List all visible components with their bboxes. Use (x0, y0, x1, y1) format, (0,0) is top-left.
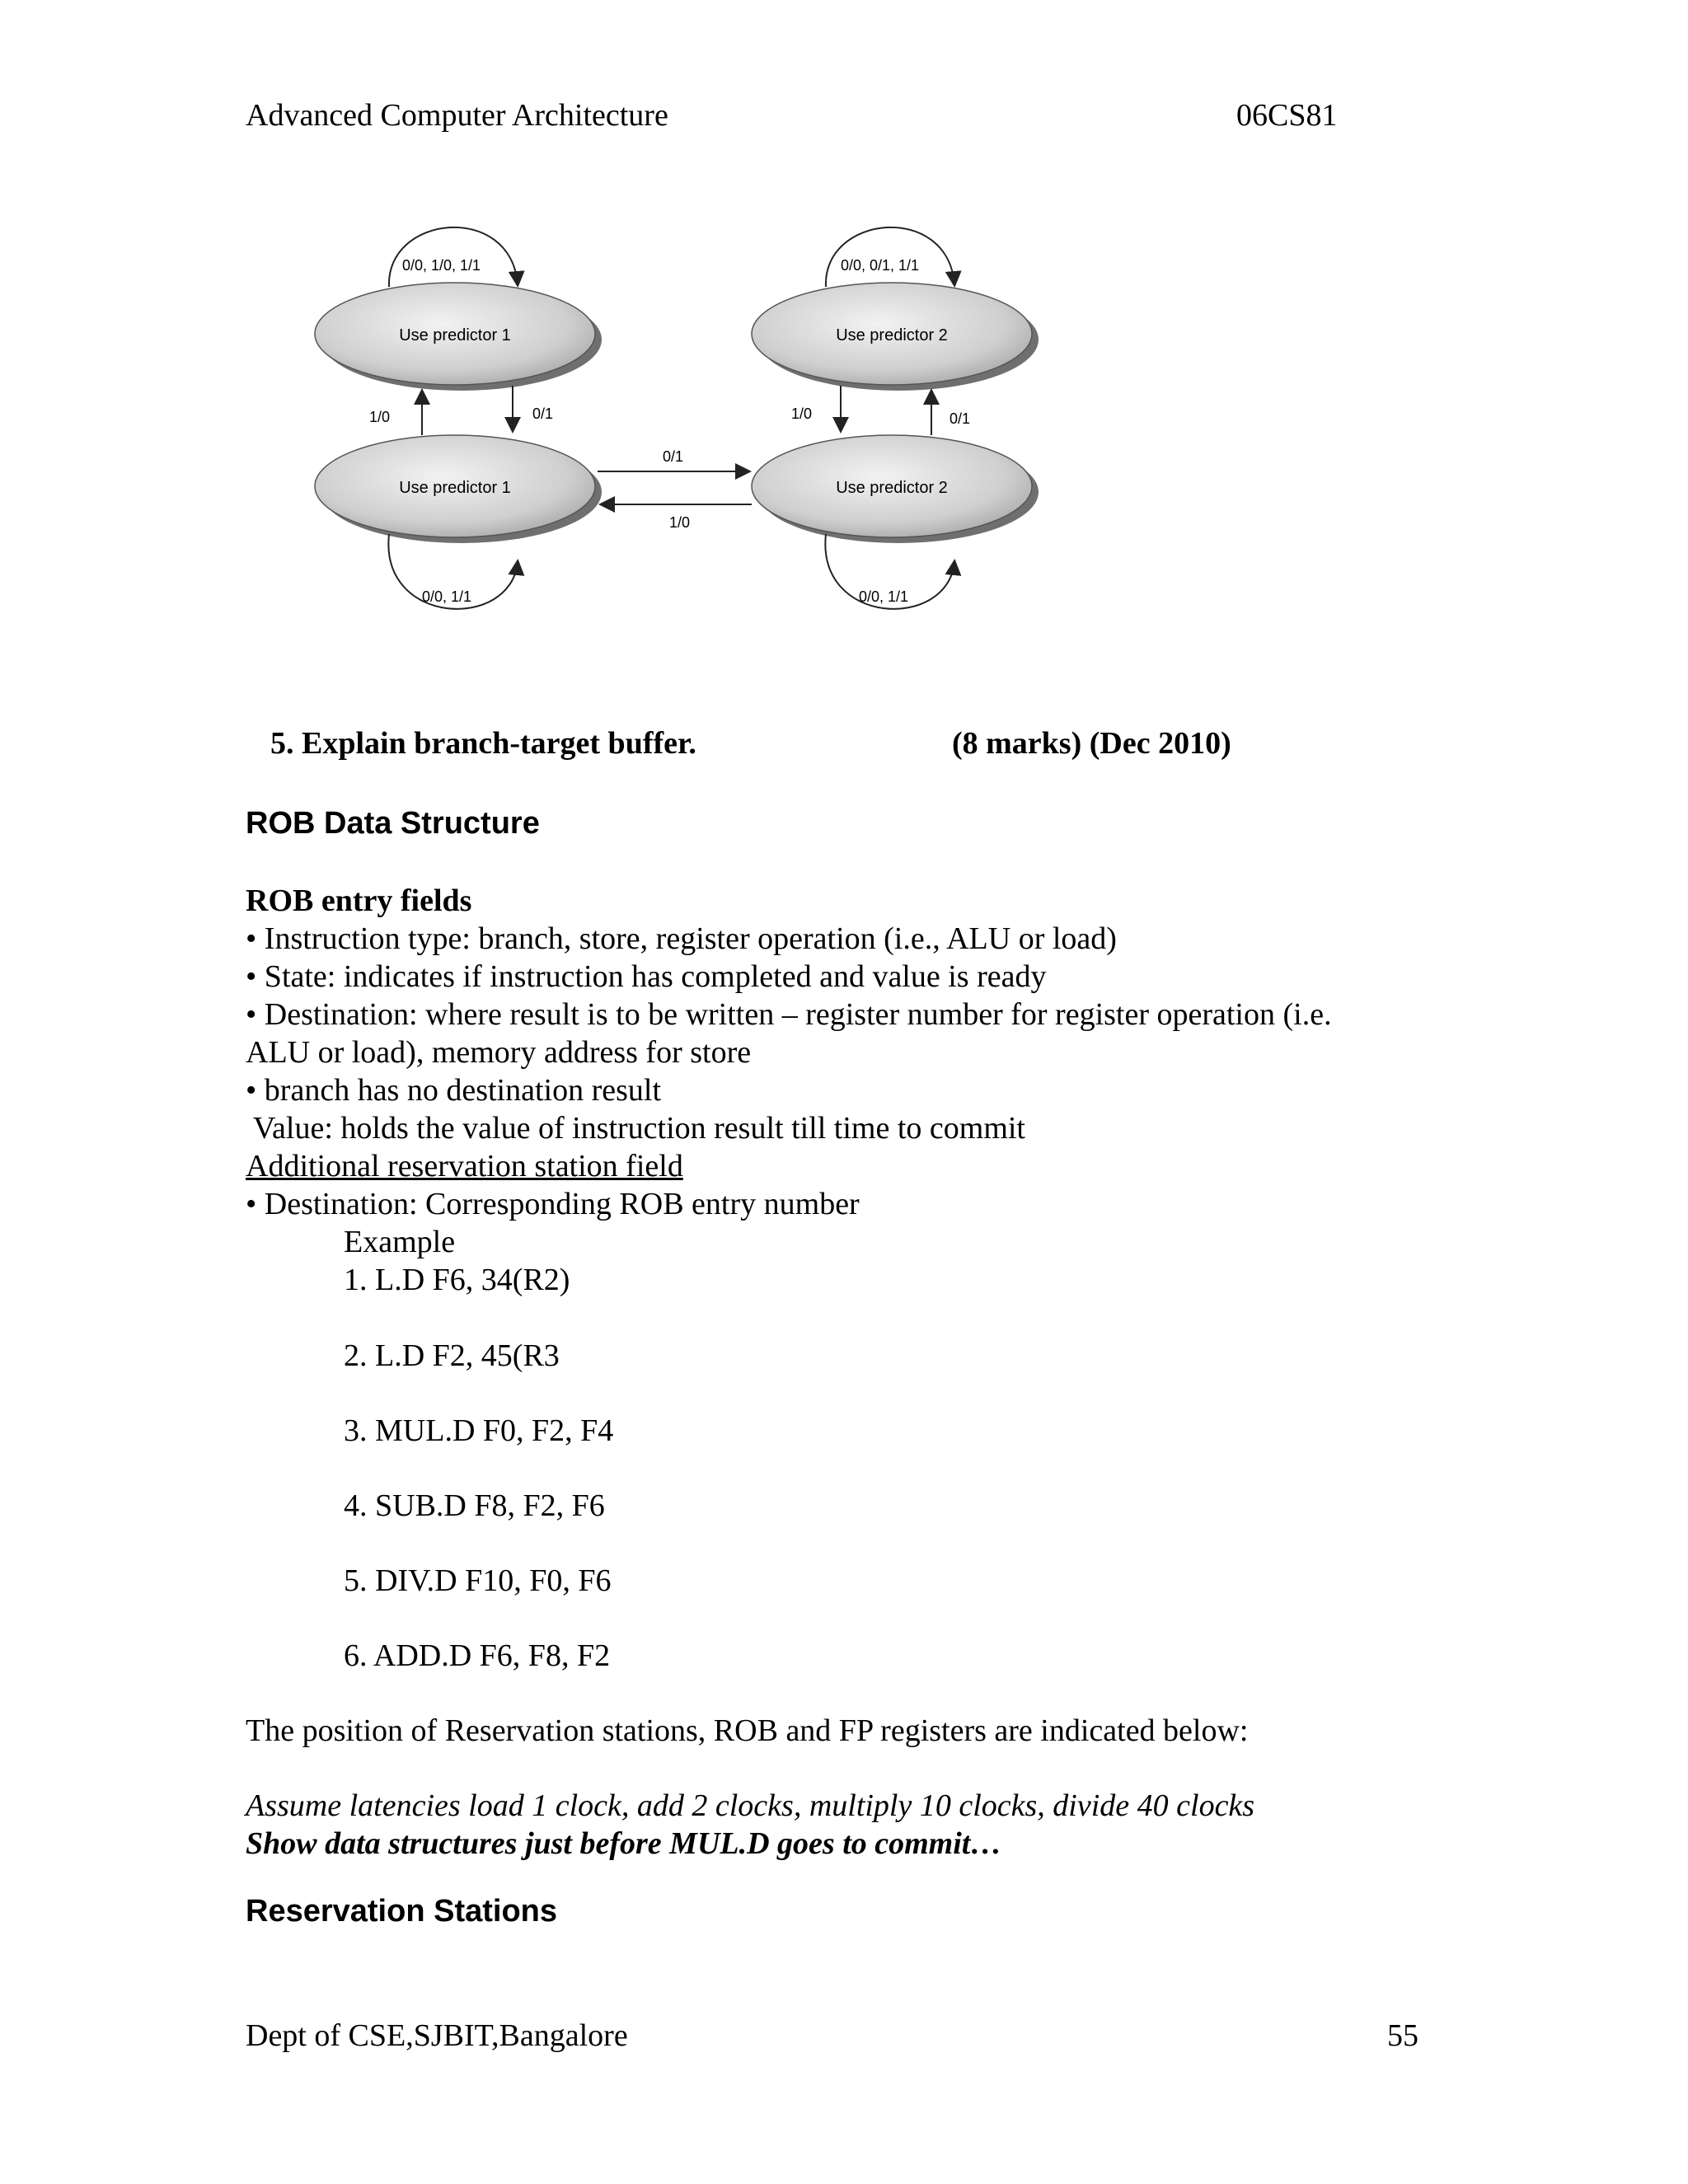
example-instruction: 5. DIV.D F10, F0, F6 (344, 1563, 612, 1598)
header-course-code: 06CS81 (1236, 98, 1338, 133)
predictor-state-diagram (297, 206, 1039, 635)
example-instruction: 6. ADD.D F6, F8, F2 (344, 1638, 611, 1673)
state-bottom-left-label: Use predictor 1 (399, 479, 511, 497)
label-middle-left: 1/0 (669, 514, 691, 531)
page-number: 55 (1387, 2018, 1418, 2053)
show-data-structures-text: Show data structures just before MUL.D goes to commit… (246, 1826, 1002, 1861)
destination-field-line: • Destination: Corresponding ROB entry number (246, 1187, 860, 1221)
rob-field-line: • Instruction type: branch, store, register operation (i.e., ALU or load) (246, 921, 1117, 956)
header-title: Advanced Computer Architecture (246, 98, 668, 133)
section-title-rob: ROB Data Structure (246, 806, 540, 841)
rob-field-line: Value: holds the value of instruction result till time to commit (246, 1111, 1025, 1146)
example-label: Example (344, 1225, 456, 1259)
section-title-reservation-stations: Reservation Stations (246, 1894, 557, 1929)
label-right-down: 1/0 (791, 405, 813, 422)
rob-field-line: • branch has no destination result (246, 1073, 662, 1108)
loop-bottom-left-label: 0/0, 1/1 (422, 588, 472, 605)
rob-field-line: • State: indicates if instruction has completed and value is ready (246, 959, 1047, 994)
loop-bottom-right-label: 0/0, 1/1 (859, 588, 909, 605)
rob-field-line: ALU or load), memory address for store (246, 1035, 752, 1070)
example-instruction: 4. SUB.D F8, F2, F6 (344, 1488, 605, 1523)
loop-top-right-label: 0/0, 0/1, 1/1 (841, 257, 920, 274)
loop-top-left-label: 0/0, 1/0, 1/1 (402, 257, 481, 274)
label-left-up: 1/0 (369, 409, 391, 425)
example-instruction: 2. L.D F2, 45(R3 (344, 1338, 560, 1373)
position-text: The position of Reservation stations, ROB and FP registers are indicated below: (246, 1713, 1249, 1748)
label-left-down: 0/1 (532, 405, 554, 422)
state-bottom-right-label: Use predictor 2 (836, 479, 948, 497)
footer-department: Dept of CSE,SJBIT,Bangalore (246, 2018, 628, 2053)
label-middle-right: 0/1 (663, 448, 684, 465)
question-marks: (8 marks) (Dec 2010) (952, 726, 1231, 761)
example-instruction: 1. L.D F6, 34(R2) (344, 1263, 570, 1297)
example-instruction: 3. MUL.D F0, F2, F4 (344, 1413, 614, 1448)
rob-fields-title: ROB entry fields (246, 883, 472, 918)
assume-latencies-text: Assume latencies load 1 clock, add 2 clocks, multiply 10 clocks, divide 40 clocks (246, 1788, 1255, 1823)
state-top-left-label: Use predictor 1 (399, 326, 511, 344)
label-right-up: 0/1 (950, 410, 971, 427)
rob-field-line: • Destination: where result is to be written – register number for register operation (i.e. (246, 997, 1332, 1032)
additional-field-heading: Additional reservation station field (246, 1149, 683, 1183)
state-top-right-label: Use predictor 2 (836, 326, 948, 344)
question-text: 5. Explain branch-target buffer. (270, 726, 696, 761)
